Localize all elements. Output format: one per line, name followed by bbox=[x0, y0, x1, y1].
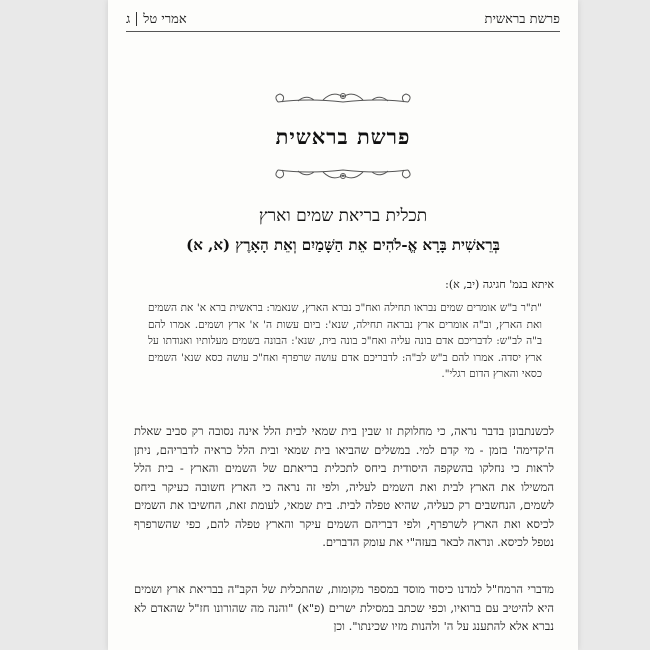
header-page-number: ג bbox=[126, 12, 131, 27]
parsha-title: פרשת בראשית bbox=[275, 124, 411, 149]
gemara-quote: "ת"ר ב"ש אומרים שמים נבראו תחילה ואח"כ נברא הארץ, שנאמר: בראשית ברא א' את השמים ואת הארץ, וב"ה אומרים ארץ נבראה תחילה, שנא': ביום עשות ה' א' ארץ ושמים. אמרו להם ב"ה לב"ש: לדבריכם אדם בונה עליה ואח"כ בונה בית, שנא': הבונה בשמים מעלותיו ואגודתו על ארץ יסדה. אמרו להם ב"ש לב"ה: לדבריכם אדם עושה שרפרף ואח"כ עושה כסא שנא' השמים כסאי והארץ הדום רגלי". bbox=[148, 302, 542, 380]
book-page bbox=[108, 0, 578, 650]
body-paragraph-1: לכשנתבונן בדבר נראה, כי מחלוקת זו שבין בית שמאי לבית הלל אינה נסובה רק סביב שאלת ה'קדימה' בזמן - מי קדם למי. במשלים שהביאו בית שמאי ובית הלל כראיה לדבריהם, ניתן לראות כי נחלקו בהשקפה היסודית ביחס לתכלית בריאתם של השמים והארץ - בית הלל המשילו את הארץ לבית ואת השמים לעליה, ולפי זה נראה כי הארץ חשובה כעיקר ביחס לשמים, הנחשבים רק כעליה, שהיא טפלה לבית. בית שמאי, לעומת זאת, החשיבו את השמים לכיסא ואת הארץ לשרפרף, ולפי דבריהם השמים עיקר והארץ טפלה להם, כפי שהשרפרף נטפל לכיסא. ונראה לבאר בעזה"י את עומק הדברים. bbox=[134, 424, 554, 549]
section-title: תכלית בריאת שמים וארץ bbox=[258, 206, 428, 226]
ornament-bottom-icon bbox=[108, 160, 578, 184]
source-reference: איתא בגמ' חגיגה (יב, א): bbox=[445, 278, 554, 291]
header-separator bbox=[136, 12, 137, 26]
header-parsha-name: פרשת בראשית bbox=[484, 12, 560, 27]
ornament-top-icon bbox=[108, 88, 578, 112]
body-paragraph-2: מדברי הרמח"ל למדנו כיסוד מוסד במספר מקומות, שהתכלית של הקב"ה בבריאת ארץ ושמים היא להיטיב עם ברואיו, וכפי שכתב במסילת ישרים (פ"א) "והנה מה שהורונו חז"ל שהאדם לא נברא אלא להתענג על ה' ולהנות מזיו שכינתו". וכן bbox=[134, 582, 554, 633]
header-book-name: אמרי טל bbox=[143, 12, 187, 27]
running-header bbox=[126, 8, 560, 30]
header-rule bbox=[126, 31, 560, 32]
verse-heading: בְּרֵאשִׁית בָּרָא אֱ-לֹהִים אֵת הַשָּׁמַיִם וְאֵת הָאָרֶץ (א, א) bbox=[186, 236, 500, 254]
header-book-info bbox=[126, 11, 187, 27]
